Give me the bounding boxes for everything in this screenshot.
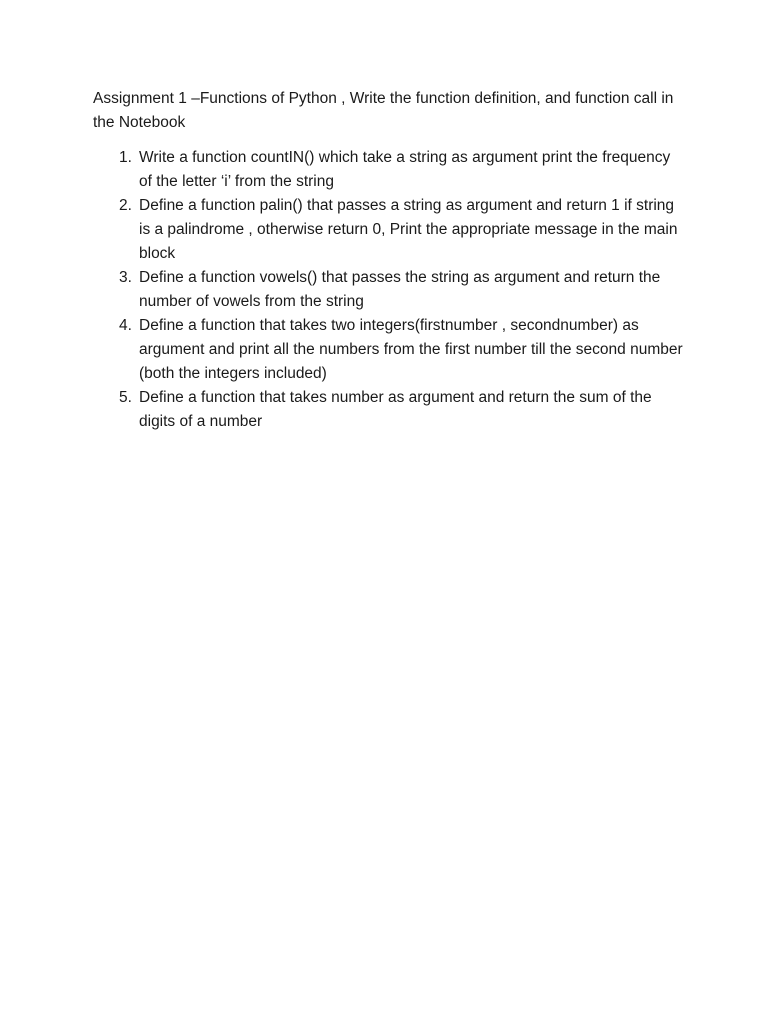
item-number-label: 1. bbox=[119, 149, 132, 166]
question-list bbox=[93, 146, 683, 434]
list-item bbox=[93, 146, 683, 194]
item-text: Define a function vowels() that passes the string as argument and return the number of vowels from the string bbox=[139, 269, 661, 310]
item-number-label: 4. bbox=[119, 317, 132, 334]
list-item bbox=[93, 314, 683, 386]
list-item bbox=[93, 266, 683, 314]
item-number bbox=[93, 266, 139, 314]
item-text: Define a function that takes two integers(firstnumber , secondnumber) as argument and print all the numbers from the first number till the second number (both the integers included) bbox=[139, 317, 683, 382]
item-number bbox=[93, 146, 139, 194]
item-number-label: 5. bbox=[119, 389, 132, 406]
item-text: Define a function palin() that passes a string as argument and return 1 if string is a palindrome , otherwise return 0, Print the appropriate message in the main block bbox=[139, 197, 678, 262]
list-item bbox=[93, 194, 683, 266]
list-item bbox=[93, 386, 683, 434]
item-text: Define a function that takes number as argument and return the sum of the digits of a number bbox=[139, 389, 652, 430]
item-text: Write a function countIN() which take a string as argument print the frequency of the letter ‘i’ from the string bbox=[139, 149, 671, 190]
item-number bbox=[93, 314, 139, 386]
item-number bbox=[93, 386, 139, 434]
item-number-label: 3. bbox=[119, 269, 132, 286]
assignment-heading: Assignment 1 –Functions of Python , Write the function definition, and function call in the Notebook bbox=[93, 90, 674, 131]
item-number bbox=[93, 194, 139, 266]
item-number-label: 2. bbox=[119, 197, 132, 214]
